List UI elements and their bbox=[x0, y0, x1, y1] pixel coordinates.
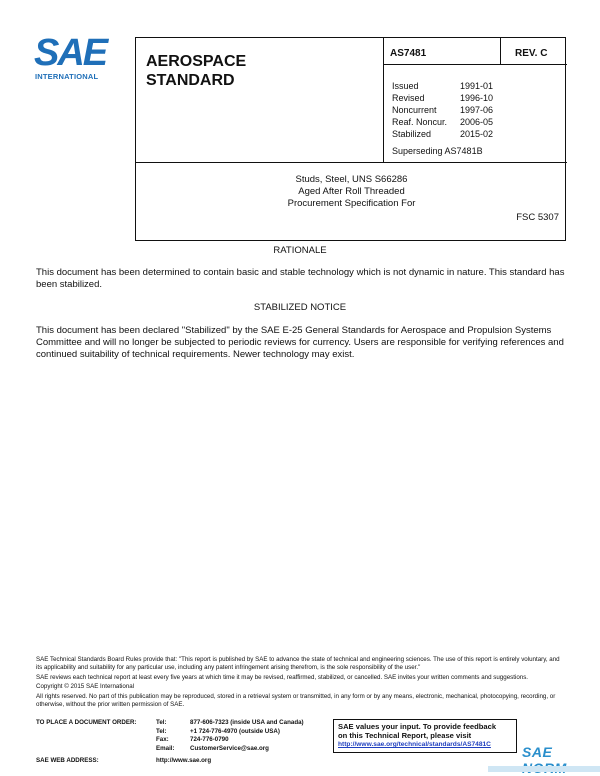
fsc-code: FSC 5307 bbox=[516, 212, 559, 223]
history-date: 1996-10 bbox=[460, 93, 494, 103]
contact-type: Tel: bbox=[156, 727, 167, 735]
logo-subtitle: INTERNATIONAL bbox=[35, 72, 99, 81]
document-title bbox=[136, 174, 567, 210]
history-label: Revised bbox=[392, 93, 425, 103]
history-label: Issued bbox=[392, 81, 419, 91]
contact-type: Email: bbox=[156, 744, 175, 752]
watermark bbox=[488, 744, 600, 776]
watermark-text: SAE bbox=[522, 744, 553, 760]
history-date: 1991-01 bbox=[460, 81, 494, 91]
contact-value: 877-606-7323 (inside USA and Canada) bbox=[190, 719, 304, 726]
history-row bbox=[392, 104, 493, 116]
revision-history bbox=[392, 80, 493, 140]
footer-note: All rights reserved. No part of this publication may be reproduced, stored in a retrieval system or transmitted, in any form or by any means, electronic, mechanical, photocopying, recording, or otherwise, without the prior written permission of SAE. bbox=[36, 692, 556, 709]
watermark-bar bbox=[488, 766, 600, 772]
contact-row bbox=[36, 736, 304, 745]
footer-notes bbox=[36, 656, 566, 710]
document-type: AEROSPACE STANDARD bbox=[146, 53, 247, 89]
order-label: TO PLACE A DOCUMENT ORDER: bbox=[36, 719, 137, 726]
rationale-heading: RATIONALE bbox=[273, 245, 327, 256]
rationale-text: This document has been determined to contain basic and stable technology which is not dynamic in nature. This standard has been stabilized. bbox=[36, 267, 565, 290]
sae-logo bbox=[34, 34, 114, 84]
contact-email[interactable]: CustomerService@sae.org bbox=[190, 744, 269, 752]
feedback-link[interactable]: http://www.sae.org/technical/standards/AS7481C bbox=[338, 741, 491, 748]
history-date: 1997-06 bbox=[460, 105, 494, 115]
title-line: Procurement Specification For bbox=[287, 198, 416, 209]
history-label: Reaf. Noncur. bbox=[392, 117, 448, 127]
history-date: 2006-05 bbox=[460, 117, 494, 127]
web-address-link[interactable]: http://www.sae.org bbox=[156, 757, 212, 764]
history-date: 2015-02 bbox=[460, 129, 494, 139]
logo-mark: SAE bbox=[34, 32, 107, 74]
header-right-cell bbox=[384, 38, 567, 163]
history-row bbox=[392, 80, 493, 92]
header-left-cell bbox=[136, 38, 384, 163]
history-label: Stabilized bbox=[392, 129, 432, 139]
title-line: Aged After Roll Threaded bbox=[298, 186, 405, 197]
contact-row bbox=[36, 728, 304, 737]
title-line: Studs, Steel, UNS S66286 bbox=[295, 174, 408, 185]
feedback-line: on this Technical Report, please visit bbox=[338, 731, 472, 740]
history-row bbox=[392, 92, 493, 104]
revision-label: REV. C bbox=[501, 38, 567, 65]
contact-value: 724-776-0790 bbox=[190, 736, 229, 743]
feedback-line: SAE values your input. To provide feedback bbox=[338, 722, 497, 731]
web-address-label: SAE WEB ADDRESS: bbox=[36, 757, 99, 764]
history-row bbox=[392, 128, 493, 140]
contact-value: +1 724-776-4970 (outside USA) bbox=[190, 727, 280, 735]
contact-row bbox=[36, 745, 304, 754]
order-contacts bbox=[36, 719, 304, 753]
document-number: AS7481 bbox=[384, 38, 501, 65]
contact-type: Fax: bbox=[156, 736, 169, 743]
footer-note: SAE Technical Standards Board Rules provide that: "This report is published by SAE to advance the state of technical and engineering sciences. The use of this report is entirely voluntary, and its applicability and suitability for any particular use, including any patent infringement arising therefrom, is the sole responsibility of the user." bbox=[36, 656, 560, 672]
stabilized-notice-heading: STABILIZED NOTICE bbox=[253, 302, 347, 313]
superseding-note: Superseding AS7481B bbox=[392, 146, 483, 156]
history-row bbox=[392, 116, 493, 128]
document-header bbox=[135, 37, 566, 241]
footer-note: Copyright © 2015 SAE International bbox=[36, 683, 135, 691]
stabilized-notice-text: This document has been declared "Stabilized" by the SAE E-25 General Standards for Aerospace and Propulsion Systems Committee and will no longer be subjected to periodic reviews for currency. Users are responsible for verifying references and continued suitability of technical requirements. Newer technology may exist. bbox=[36, 325, 564, 360]
footer-note: SAE reviews each technical report at least every five years at which time it may be revised, reaffirmed, stabilized, or cancelled. SAE invites your written comments and suggestions. bbox=[36, 673, 529, 681]
header-title-cell bbox=[136, 162, 567, 243]
contact-row bbox=[36, 719, 304, 728]
history-label: Noncurrent bbox=[392, 105, 437, 115]
contact-type: Tel: bbox=[156, 719, 167, 726]
